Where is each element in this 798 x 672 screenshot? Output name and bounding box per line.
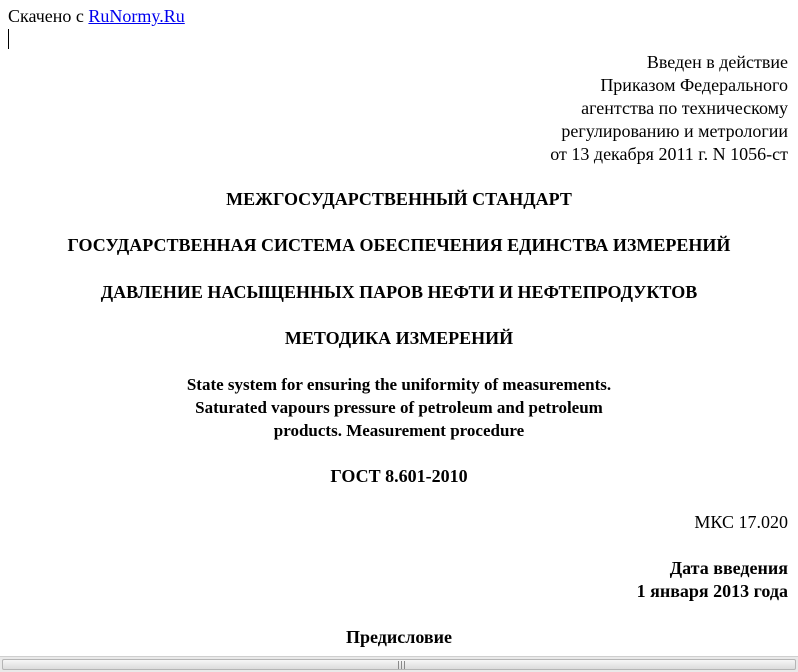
approval-line: Введен в действие: [646, 52, 788, 72]
english-title-line: products. Measurement procedure: [273, 421, 525, 440]
source-prefix: Скачено с: [8, 6, 89, 26]
horizontal-scrollbar[interactable]: [0, 656, 798, 672]
english-title-line: Saturated vapours pressure of petroleum and petroleum: [195, 398, 603, 417]
introduction-date: 1 января 2013 года: [636, 581, 788, 601]
approval-line: Приказом Федерального: [600, 75, 788, 95]
system-heading: ГОСУДАРСТВЕННАЯ СИСТЕМА ОБЕСПЕЧЕНИЯ ЕДИНСТВА ИЗМЕРЕНИЙ: [67, 235, 731, 255]
source-line: [8, 6, 185, 27]
subject-heading: ДАВЛЕНИЕ НАСЫЩЕННЫХ ПАРОВ НЕФТИ И НЕФТЕПРОДУКТОВ: [100, 282, 698, 302]
introduction-label: Дата введения: [669, 558, 788, 578]
scrollbar-thumb[interactable]: [2, 659, 796, 670]
approval-line: агентства по техническому: [581, 98, 788, 118]
gost-number: ГОСТ 8.601-2010: [330, 466, 468, 486]
grip-icon: [396, 661, 408, 669]
introduction-date-block: [637, 557, 788, 603]
text-cursor: [8, 29, 9, 49]
english-title-line: State system for ensuring the uniformity of measurements.: [186, 375, 612, 394]
approval-line: от 13 декабря 2011 г. N 1056-ст: [550, 144, 788, 164]
method-heading: МЕТОДИКА ИЗМЕРЕНИЙ: [284, 328, 514, 348]
english-title: [0, 373, 798, 442]
approval-block: [550, 51, 788, 166]
standard-type-heading: МЕЖГОСУДАРСТВЕННЫЙ СТАНДАРТ: [226, 189, 572, 209]
source-link[interactable]: RuNormy.Ru: [88, 6, 185, 26]
preface-heading: Предисловие: [346, 627, 452, 647]
mks-code: МКС 17.020: [694, 512, 788, 532]
approval-line: регулированию и метрологии: [561, 121, 788, 141]
